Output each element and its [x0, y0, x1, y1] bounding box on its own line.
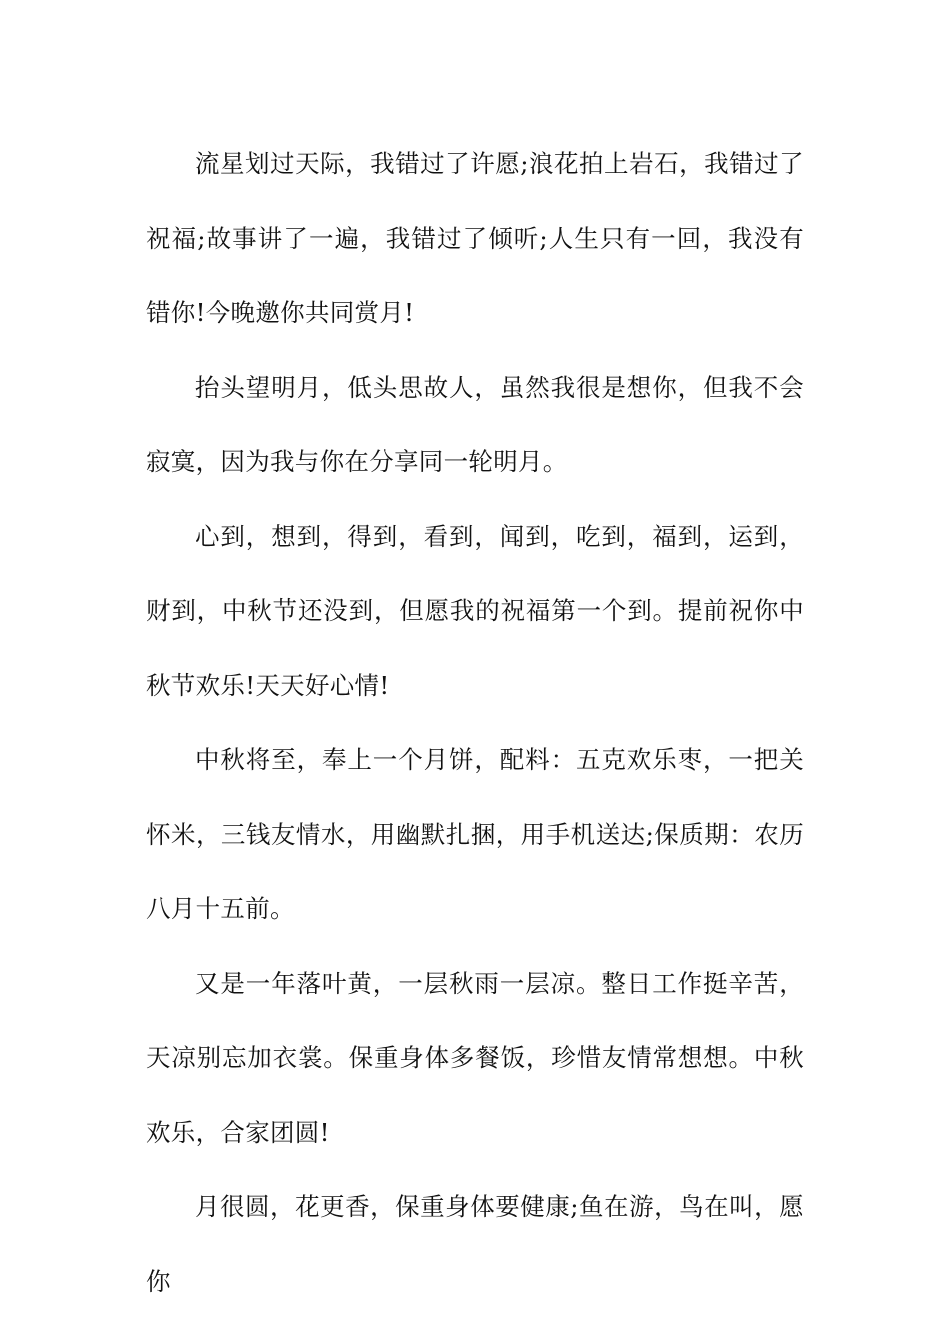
paragraph: 抬头望明月，低头思故人，虽然我很是想你，但我不会寂寞，因为我与你在分享同一轮明月。	[146, 372, 804, 476]
paragraph: 流星划过天际，我错过了许愿;浪花拍上岩石，我错过了祝福;故事讲了一遍，我错过了倾听;人生只有一回，我没有错你!今晚邀你共同赏月!	[146, 149, 804, 327]
paragraph: 心到，想到，得到，看到，闻到，吃到，福到，运到，财到，中秋节还没到，但愿我的祝福第一个到。提前祝你中秋节欢乐!天天好心情!	[146, 521, 804, 700]
paragraph: 又是一年落叶黄，一层秋雨一层凉。整日工作挺辛苦，天凉别忘加衣裳。保重身体多餐饭，珍惜友情常想想。中秋欢乐，合家团圆!	[146, 968, 804, 1147]
document-body	[146, 127, 804, 1319]
paragraph: 中秋将至，奉上一个月饼，配料：五克欢乐枣，一把关怀米，三钱友情水，用幽默扎捆，用手机送达;保质期：农历八月十五前。	[146, 745, 804, 923]
paragraph: 月很圆，花更香，保重身体要健康;鱼在游，鸟在叫，愿你	[146, 1192, 804, 1296]
